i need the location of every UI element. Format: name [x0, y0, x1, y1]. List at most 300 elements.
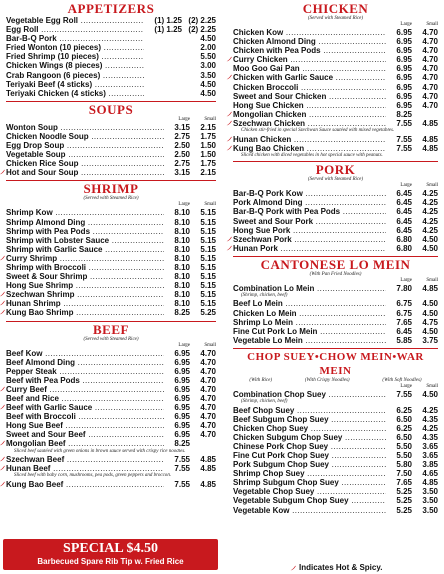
lomein-section: [233, 258, 438, 345]
menu-item: [233, 327, 438, 336]
pepper-icon: [226, 245, 232, 251]
menu-item: [6, 236, 216, 245]
item-price-small: 4.50: [412, 235, 438, 244]
item-price-large: 6.95: [164, 394, 190, 403]
appetizers-section: [6, 0, 216, 98]
right-column: [233, 0, 438, 515]
item-price-small: 3.75: [412, 336, 438, 345]
section-subtitle: (Served with Steamed Rice): [307, 16, 364, 21]
item-price: 4.50: [182, 89, 216, 98]
menu-item: [233, 433, 438, 442]
lomein-list: [233, 284, 438, 345]
menu-item: [233, 37, 438, 46]
item-name: Kung Bao Chicken .....: [233, 144, 386, 153]
item-price-small: 5.15: [190, 218, 216, 227]
item-name: Vegetable Lo Mein .....: [233, 336, 386, 345]
appetizers-list: [6, 16, 216, 98]
item-price-large: 8.10: [164, 218, 190, 227]
item-name: Shrimp with Lobster Sauce .....: [6, 236, 164, 245]
menu-item: [6, 376, 216, 385]
item-price-large: 8.25: [164, 308, 190, 317]
menu-item: [6, 43, 216, 52]
menu-item: [6, 480, 216, 489]
menu-item: [6, 168, 216, 177]
price-header: Large Small: [178, 202, 216, 208]
menu-item: [6, 80, 216, 89]
item-price-large: 7.55: [386, 119, 412, 128]
item-price-large: 8.10: [164, 236, 190, 245]
menu-item: [6, 439, 216, 448]
item-price-large: 6.95: [164, 421, 190, 430]
menu-item: [233, 46, 438, 55]
menu-item: [233, 198, 438, 207]
pepper-icon: [0, 386, 5, 392]
shrimp-list: [6, 208, 216, 317]
hot-spicy-legend: Indicates Hot & Spicy.: [290, 563, 382, 572]
pork-list: [233, 189, 438, 253]
menu-item: [233, 469, 438, 478]
menu-item: [6, 299, 216, 308]
item-price-large: 5.80: [386, 460, 412, 469]
item-price: 3.00: [182, 61, 216, 70]
item-price-small: 5.15: [190, 254, 216, 263]
item-name: Chicken Lo Mein .....: [233, 309, 386, 318]
pepper-icon: [0, 440, 5, 446]
menu-item: [6, 132, 216, 141]
pepper-icon: [0, 309, 5, 315]
item-name: Egg Roll .....: [6, 25, 144, 34]
shrimp-section: [6, 182, 216, 317]
beef-list: [6, 349, 216, 489]
item-price-large: 8.10: [164, 245, 190, 254]
item-price-small: 4.50: [412, 244, 438, 253]
item-price-large: 6.75: [386, 309, 412, 318]
item-price-large: 7.55: [386, 144, 412, 153]
menu-item: [6, 308, 216, 317]
menu-item: [6, 263, 216, 272]
menu-item: [6, 25, 216, 34]
item-name: Beef Kow .....: [6, 349, 164, 358]
item-price-large: 7.55: [386, 390, 412, 399]
item-price-large: 6.25: [386, 424, 412, 433]
item-name: Chicken with Pea Pods .....: [233, 46, 386, 55]
menu-item: [233, 318, 438, 327]
menu-item: [6, 123, 216, 132]
item-name: Wonton Soup .....: [6, 123, 164, 132]
item-price-small: 5.15: [190, 299, 216, 308]
item-name: Chicken with Garlic Sauce .....: [233, 73, 386, 82]
menu-item: [6, 254, 216, 263]
item-price-large: 7.55: [164, 455, 190, 464]
item-price-small: 4.25: [412, 226, 438, 235]
item-price-small: 3.50: [412, 487, 438, 496]
item-name: Curry Beef .....: [6, 385, 164, 394]
item-price-small: 4.70: [190, 430, 216, 439]
price-header: Large Small: [400, 183, 438, 189]
item-price-large: 3.15: [164, 123, 190, 132]
item-price-small: 3.85: [412, 460, 438, 469]
item-price-small: 4.70: [190, 412, 216, 421]
item-price-small: 4.70: [190, 385, 216, 394]
section-subtitle: (Served with Steamed Rice): [83, 196, 139, 202]
menu-item: [6, 464, 216, 473]
item-price-large: 6.95: [164, 367, 190, 376]
item-name: Shrimp Almond Ding .....: [6, 218, 164, 227]
price-header: Large Small: [178, 342, 216, 348]
item-name: Bar-B-Q Pork Kow .....: [233, 189, 386, 198]
item-price-small: 4.70: [190, 349, 216, 358]
item-price-small: 1.50: [190, 150, 216, 159]
item-name: Fine Cut Pork Lo Mein .....: [233, 327, 386, 336]
section-title: APPETIZERS: [67, 1, 155, 16]
item-note: Sliced chicken with diced vegetables in hot special sauce with peanuts.: [241, 152, 383, 158]
pepper-icon: [226, 111, 232, 117]
price-header: Large Small: [400, 383, 438, 389]
item-price-small: 5.15: [190, 227, 216, 236]
item-price-large: 6.95: [386, 64, 412, 73]
item-price-large: 7.55: [164, 480, 190, 489]
menu-item: [233, 478, 438, 487]
menu-item: [6, 358, 216, 367]
item-price-small: 1.50: [190, 141, 216, 150]
item-price-small: 4.85: [190, 455, 216, 464]
item-name: Hong Sue Shrimp .....: [6, 281, 164, 290]
menu-item: [233, 442, 438, 451]
item-price-large: 6.45: [386, 207, 412, 216]
item-price-small: 4.25: [412, 406, 438, 415]
item-note: (Shrimp, chicken, beef): [241, 292, 288, 298]
menu-item: [233, 506, 438, 515]
menu-item: [233, 284, 438, 293]
item-name: Beef Almond Ding .....: [6, 358, 164, 367]
item-price-large: 5.25: [386, 506, 412, 515]
item-price-large: 6.75: [386, 299, 412, 308]
item-price-large: 5.25: [386, 487, 412, 496]
item-price: 4.50: [182, 34, 216, 43]
item-price-small: 4.50: [412, 309, 438, 318]
item-price-small: 4.35: [412, 415, 438, 424]
item-price: 3.50: [182, 71, 216, 80]
item-name: Hunan Pork .....: [233, 244, 386, 253]
item-price-large: 6.50: [386, 433, 412, 442]
item-price-small: 4.85: [412, 144, 438, 153]
menu-item: [6, 34, 216, 43]
item-price-small: 4.70: [190, 403, 216, 412]
menu-item: [233, 390, 438, 399]
pepper-icon: [226, 136, 232, 142]
item-price: 2.00: [182, 43, 216, 52]
menu-item: [6, 281, 216, 290]
chicken-list: [233, 28, 438, 158]
menu-item: [233, 83, 438, 92]
item-price-large: 6.45: [386, 198, 412, 207]
item-name: Teriyaki Chicken (4 sticks) .....: [6, 89, 144, 98]
item-price-large: 5.50: [386, 442, 412, 451]
item-price-large: 6.95: [386, 92, 412, 101]
item-price-large: 6.95: [164, 358, 190, 367]
item-name: Combination Lo Mein .....: [233, 284, 386, 293]
menu-item: [233, 55, 438, 64]
item-name: Pepper Steak .....: [6, 367, 164, 376]
price-header: Large Small: [178, 116, 216, 122]
menu-item: [233, 424, 438, 433]
menu-item: [6, 52, 216, 61]
item-price-small: 4.85: [190, 464, 216, 473]
menu-item: [233, 487, 438, 496]
item-price-small: 1.75: [190, 132, 216, 141]
item-price-small: 5.15: [190, 208, 216, 217]
item-name: Chicken Broccoli .....: [233, 83, 386, 92]
item-price-large: 7.50: [386, 469, 412, 478]
menu-item: [233, 460, 438, 469]
item-name: Szechwan Shrimp .....: [6, 290, 164, 299]
item-price-large: 6.95: [386, 101, 412, 110]
pepper-icon: [0, 300, 5, 306]
item-price-large: 6.95: [386, 55, 412, 64]
section-title: BEEF: [93, 321, 129, 337]
item-price-large: 8.10: [164, 208, 190, 217]
menu-item: [233, 119, 438, 128]
item-price-large: 8.10: [164, 272, 190, 281]
item-name: Chinese Pork Chop Suey .....: [233, 442, 386, 451]
menu-item: [6, 394, 216, 403]
item-price-large: 8.10: [164, 299, 190, 308]
item-price-small: 3.50: [412, 506, 438, 515]
pepper-icon: [226, 120, 232, 126]
item-name: Shrimp with Pea Pods .....: [6, 227, 164, 236]
item-name: Shrimp Kow .....: [6, 208, 164, 217]
menu-item: [233, 451, 438, 460]
item-name: Chicken Rice Soup .....: [6, 159, 164, 168]
pepper-icon: [290, 565, 296, 571]
item-price-large: 6.45: [386, 217, 412, 226]
menu-item: [233, 207, 438, 216]
item-name: Vegetable Chop Suey .....: [233, 487, 386, 496]
item-price-large: 7.55: [164, 464, 190, 473]
item-price-small: 4.85: [412, 119, 438, 128]
item-name: Fried Wonton (10 pieces) .....: [6, 43, 144, 52]
special-title: SPECIAL $4.50: [63, 541, 158, 556]
chopsuey-section: [233, 350, 438, 515]
section-title: SHRIMP: [83, 181, 139, 197]
menu-item: [6, 290, 216, 299]
item-name: Hunan Beef .....: [6, 464, 164, 473]
item-name: Shrimp with Broccoli .....: [6, 263, 164, 272]
item-price-small: 4.70: [412, 55, 438, 64]
item-price-large: 5.85: [386, 336, 412, 345]
menu-item: [6, 61, 216, 70]
soups-section: [6, 103, 216, 178]
item-price-small: 4.70: [412, 83, 438, 92]
item-price-small: 4.70: [190, 367, 216, 376]
item-price-small: 5.15: [190, 263, 216, 272]
item-price-large: 6.95: [164, 385, 190, 394]
section-title: SOUPS: [88, 101, 134, 117]
item-name: Bar-B-Q Pork .....: [6, 34, 144, 43]
item-price-large: 6.45: [386, 327, 412, 336]
menu-item: [6, 141, 216, 150]
item-name: Egg Drop Soup .....: [6, 141, 164, 150]
menu-item: [6, 71, 216, 80]
section-divider: [233, 348, 438, 349]
item-name: Beef with Pea Pods .....: [6, 376, 164, 385]
item-price-large: 6.95: [164, 349, 190, 358]
item-name: Shrimp Chop Suey .....: [233, 469, 386, 478]
item-price-small: 4.25: [412, 198, 438, 207]
item-price: 5.50: [182, 52, 216, 61]
item-price-large: 7.65: [386, 318, 412, 327]
item-name: Kung Bao Shrimp .....: [6, 308, 164, 317]
item-name: Pork Subgum Chop Suey .....: [233, 460, 386, 469]
item-price-large: 5.25: [386, 496, 412, 505]
item-price-small: 4.50: [412, 390, 438, 399]
item-name: Hot and Sour Soup .....: [6, 168, 164, 177]
item-name: Chicken Almond Ding .....: [233, 37, 386, 46]
item-name: Chicken Kow .....: [233, 28, 386, 37]
menu-item: [233, 244, 438, 253]
item-price-large: 8.10: [164, 290, 190, 299]
item-price-large: 2.75: [164, 132, 190, 141]
item-price-large: 7.80: [386, 284, 412, 293]
price-header: Large Small: [400, 22, 438, 27]
menu-item: [6, 367, 216, 376]
menu-item: [233, 73, 438, 82]
item-name: Shrimp Lo Mein .....: [233, 318, 386, 327]
menu-item: [6, 150, 216, 159]
item-name: Hong Sue Chicken .....: [233, 101, 386, 110]
item-price-large: 6.80: [386, 235, 412, 244]
item-price-large: 6.95: [164, 430, 190, 439]
special-text: Barbecued Spare Rib Tip w. Fried Rice: [37, 557, 184, 566]
item-name: Shrimp with Garlic Sauce .....: [6, 245, 164, 254]
item-name: Chicken Wings (8 pieces) .....: [6, 61, 144, 70]
item-name: Beef Chop Suey .....: [233, 406, 386, 415]
item-name: Szechwan Pork .....: [233, 235, 386, 244]
item-price-small: 4.85: [412, 135, 438, 144]
item-price-large: 6.95: [164, 403, 190, 412]
item-name: Vegetable Subgum Chop Suey .....: [233, 496, 386, 505]
item-price-small: 4.65: [412, 469, 438, 478]
section-subtitle: (With Pan Fried Noodles): [309, 271, 362, 277]
item-price-small: 4.25: [412, 424, 438, 433]
pepper-icon: [0, 481, 5, 487]
item-name: Hunan Shrimp .....: [6, 299, 164, 308]
item-name: Sweet and Sour Beef .....: [6, 430, 164, 439]
item-price-large: 8.10: [164, 227, 190, 236]
item-price-large: 6.45: [386, 189, 412, 198]
item-price-large: 6.25: [386, 406, 412, 415]
item-price-small: 4.85: [412, 284, 438, 293]
menu-item: [6, 430, 216, 439]
menu-item: [6, 245, 216, 254]
pepper-icon: [226, 145, 232, 151]
menu-item: [233, 110, 438, 119]
menu-item: [233, 92, 438, 101]
item-name: Hong Sue Pork .....: [233, 226, 386, 235]
item-price-small: 4.70: [190, 394, 216, 403]
item-price: 4.50: [182, 80, 216, 89]
item-price-small: 4.70: [412, 73, 438, 82]
item-price-small: 5.15: [190, 236, 216, 245]
pepper-icon: [0, 169, 5, 175]
menu-item: [233, 101, 438, 110]
item-name: Hong Sue Beef .....: [6, 421, 164, 430]
menu-item: [233, 135, 438, 144]
item-price-small: 4.35: [412, 433, 438, 442]
item-name: Pork Almond Ding .....: [233, 198, 386, 207]
menu-item: [233, 415, 438, 424]
item-price-large: 2.50: [164, 150, 190, 159]
item-name: Mongolian Beef .....: [6, 439, 164, 448]
item-price-small: 2.15: [190, 123, 216, 132]
item-name: Bar-B-Q Pork with Pea Pods .....: [233, 207, 386, 216]
pork-section: [233, 163, 438, 253]
item-price-large: 8.25: [386, 110, 412, 119]
item-price-large: 8.25: [164, 439, 190, 448]
item-note: Sliced beef sautéed with green onions in brown sauce served with crispy rice noodles.: [14, 448, 186, 454]
item-price-small: 5.25: [190, 308, 216, 317]
item-name: Chicken Subgum Chop Suey .....: [233, 433, 386, 442]
item-price-large: 6.95: [386, 37, 412, 46]
item-price-large: 6.95: [386, 83, 412, 92]
menu-item: [233, 309, 438, 318]
item-price-large: 8.10: [164, 254, 190, 263]
item-price-small: 4.70: [412, 28, 438, 37]
menu-item: [233, 226, 438, 235]
item-price-small: 4.50: [412, 299, 438, 308]
menu-item: [6, 403, 216, 412]
item-name: Moo Goo Gai Pan .....: [233, 64, 386, 73]
item-price-small: 4.70: [412, 46, 438, 55]
menu-item: [233, 28, 438, 37]
item-name: Beef Subgum Chop Suey .....: [233, 415, 386, 424]
item-price-small: 5.15: [190, 245, 216, 254]
pepper-icon: [226, 74, 232, 80]
item-price: (2) 2.25: [182, 16, 216, 25]
menu-item: [233, 496, 438, 505]
menu-item: [6, 227, 216, 236]
item-price-small: 5.15: [190, 281, 216, 290]
section-title: PORK: [315, 162, 356, 178]
item-name: Beef with Garlic Sauce .....: [6, 403, 164, 412]
item-name: Beef Lo Mein .....: [233, 299, 386, 308]
item-price-large: 6.95: [386, 28, 412, 37]
item-price-small: 4.85: [412, 478, 438, 487]
item-name: Vegetable Egg Roll .....: [6, 16, 144, 25]
item-name: Beef with Broccoli .....: [6, 412, 164, 421]
item-price-small: 3.65: [412, 451, 438, 460]
item-price-large: 7.55: [386, 135, 412, 144]
menu-item: [6, 16, 216, 25]
item-price-large: 6.95: [386, 73, 412, 82]
item-price: (2) 2.25: [182, 25, 216, 34]
item-price-small: 5.15: [190, 272, 216, 281]
item-name: Kung Bao Beef .....: [6, 480, 164, 489]
item-price-small: 4.75: [412, 318, 438, 327]
item-price-small: 4.70: [190, 421, 216, 430]
item-price-small: 4.50: [412, 327, 438, 336]
item-price-small: 2.15: [190, 168, 216, 177]
price-header: Large Small: [400, 277, 438, 283]
item-name: Fried Shrimp (10 pieces) .....: [6, 52, 144, 61]
item-price-large: 6.95: [386, 46, 412, 55]
pepper-icon: [0, 291, 5, 297]
section-title: CHICKEN: [302, 1, 369, 16]
item-price-large: 6.95: [164, 376, 190, 385]
item-name: Teriyaki Beef (4 sticks) .....: [6, 80, 144, 89]
soups-list: [6, 123, 216, 178]
item-price-large: 6.45: [386, 226, 412, 235]
